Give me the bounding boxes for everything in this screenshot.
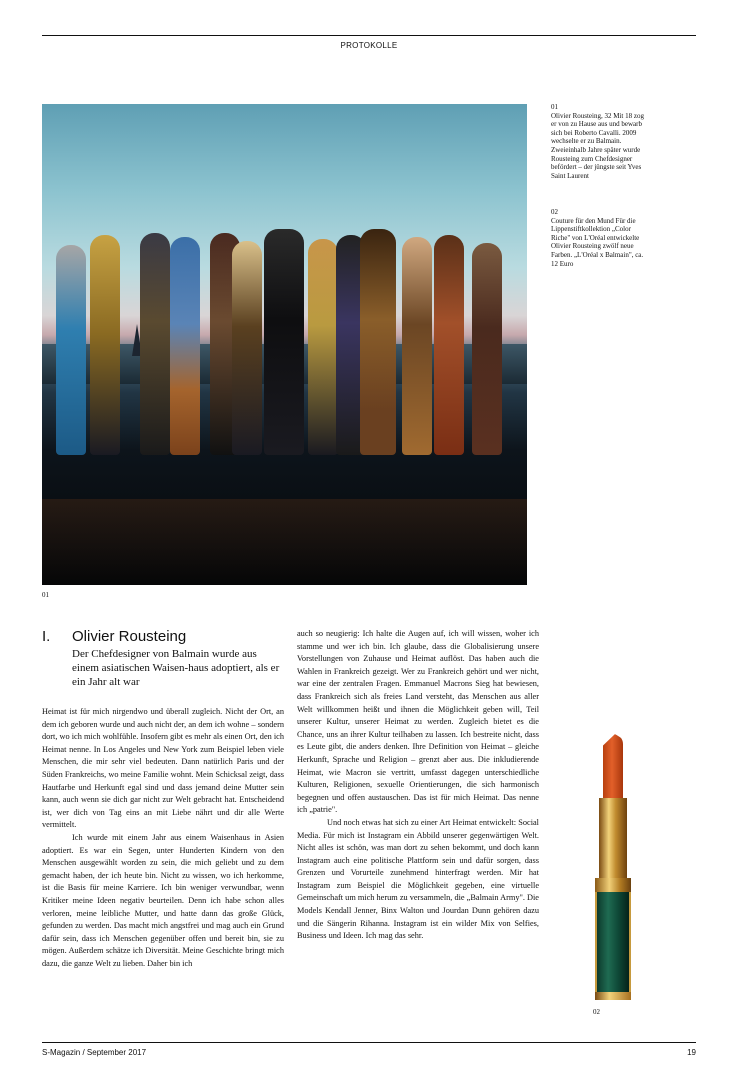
model-figure <box>308 239 338 455</box>
model-figure <box>90 235 120 455</box>
model-figure <box>140 233 170 455</box>
paragraph: Heimat ist für mich nirgendwo und überall zugleich. Nicht der Ort, an dem ich geboren wurde und auch nicht der, an dem ich wohne – sondern dort, wo ich mich wohlfühle. Insofern gibt es mehr als einen Ort, den ich Heimat nenne. In Los Angeles und New York zum Beispiel leben viele Menschen, die mir sehr viel bedeuten. Dann natürlich Paris und der Süden Frankreichs, wo meine Familie wohnt. Mein Schicksal zeigt, dass Hautfarbe und Herkunft egal sind und dass jemand deine Mutter sein kann, auch wenn sie dich gar nicht zur Welt gebracht hat. Entscheidend ist, wer dich von Tag eins an mit Liebe nährt und dir alle Werte vermittelt. <box>42 707 284 830</box>
model-figure <box>232 241 262 455</box>
photo-caption-number: 01 <box>42 591 49 599</box>
model-figure <box>170 237 200 455</box>
designer-figure <box>264 229 304 455</box>
body-column-2 <box>297 628 539 943</box>
paragraph: auch so neugierig: Ich halte die Augen auf, ich will wissen, woher ich stamme und wer ich bin. Ich glaube, dass die Globalisierung unsere Vorstellungen von Zuhause und Heimat auflöst. Das haben auch die Wahlen in Frankreich gezeigt. Wer zu Frankreich gehört und wer nicht, war eine der zentralen Fragen. Emmanuel Macrons Sieg hat bewiesen, dass Frankreich sich als freies Land versteht, das Menschen aus aller Welt willkommen heißt und ihnen die Möglichkeit geben will, Teil unserer Kultur, unserer Heimat zu werden. Zugleich bietet es die Chance, uns an ihrer Kultur teilhaben zu lassen. Ich bestreite nicht, dass es Leute gibt, die anders denken. Ihre Definition von Heimat – gleiche Herkunft, Sprache und Religion – grenzt aber aus. Die inkludierende Heimat, wie Macron sie vertritt, umfasst dagegen unterschiedliche Kulturen, Religionen, sexuelle Orientierungen, die sich harmonisch begegnen und offen austauschen. Das ist für mich Heimat. Das nenne ich „patrie". <box>297 629 539 815</box>
paragraph: Ich wurde mit einem Jahr aus einem Waisenhaus in Asien adoptiert. Es war ein Segen, unter Hunderten Kindern von den Menschen ausgewählt worden zu sein, die mich geliebt und zu dem gemacht haben, der ich heute bin. Nicht zu wissen, wo ich herkomme, ist die Basis für meine Karriere. Ich bin weniger verwundbar, wenn Kritiker meine Ideen negativ beurteilen. Denn ich habe schon alles verloren, meine leibliche Mutter, und hatte dann das große Glück, gefunden zu werden. Das macht mich angstfrei und mag auch ein Grund dafür sein, dass ich Menschen gegenüber offen und bereit bin, sie zu mögen. Außerdem schätze ich Diversität. Meine Geschichte bringt mich dazu, die ganze Welt zu lieben. Daher bin ich <box>42 832 284 968</box>
footer-rule <box>42 1042 696 1043</box>
floor-reflection <box>42 499 527 585</box>
side-caption-text: Couture für den Mund Für die Lippenstiftkollektion „Color Riche" von L'Oréal entwickelte Olivier Rousteing zwölf neue Farben. „L'Oréal x Balmain", ca. 12 Euro <box>551 216 644 268</box>
header-rule <box>42 35 696 36</box>
section-label: PROTOKOLLE <box>340 41 398 50</box>
lipstick-logo-band <box>595 878 631 892</box>
page-number: 19 <box>687 1048 696 1057</box>
balmain-campaign-photo <box>42 104 527 585</box>
footer-publication: S-Magazin / September 2017 <box>42 1048 147 1057</box>
lipstick-photo <box>594 734 630 1000</box>
article-subtitle: Der Chefdesigner von Balmain wurde aus einem asiatischen Waisen-haus adoptiert, als er ein Jahr alt war <box>72 648 280 688</box>
lipstick-caption-number: 02 <box>593 1008 600 1016</box>
side-caption-text: Olivier Rousteing, 32 Mit 18 zog er von zu Hause aus und bewarb sich bei Roberto Cavalli. 2009 wechselte er zu Balmain. Zweieinhalb Jahre später wurde Rousteing zum Chefdesigner befördert – der jüngste seit Yves Saint Laurent <box>551 111 644 180</box>
side-caption-number: 02 <box>551 208 558 216</box>
side-caption-02 <box>551 208 646 268</box>
lipstick-case <box>595 892 631 992</box>
body-column-1 <box>42 706 284 970</box>
model-figure <box>56 245 86 455</box>
model-figure <box>472 243 502 455</box>
paragraph: Und noch etwas hat sich zu einer Art Heimat entwickelt: Social Media. Für mich ist Instagram ein Abbild unserer gegenwärtigen Welt. Nicht alles ist schön, was man dort zu sehen bekommt, und doch kann Instagram auch eine politische Plattform sein und dafür sorgen, dass Grenzen und Vorurteile zunehmend hinterfragt werden. Mir hat Instagram zum Beispiel die Möglichkeit gegeben, eine virtuelle Gemeinschaft um mich herum zu versammeln, die „Balmain Army". Die Models Kendall Jenner, Binx Walton und Jourdan Dunn gehören dazu und die Sängerin Rihanna. Instagram ist ein wilder Mix von Selfies, Business und Ideen. Ich mag das sehr. <box>297 817 539 941</box>
side-caption-01 <box>551 103 646 180</box>
section-numeral: I. <box>42 628 51 645</box>
model-figure <box>360 229 396 455</box>
article-title: Olivier Rousteing <box>72 628 187 645</box>
lipstick-sleeve <box>599 798 627 878</box>
model-figure <box>402 237 432 455</box>
lipstick-bullet <box>603 734 623 798</box>
model-figure <box>434 235 464 455</box>
side-caption-number: 01 <box>551 103 558 111</box>
lipstick-base <box>595 992 631 1000</box>
